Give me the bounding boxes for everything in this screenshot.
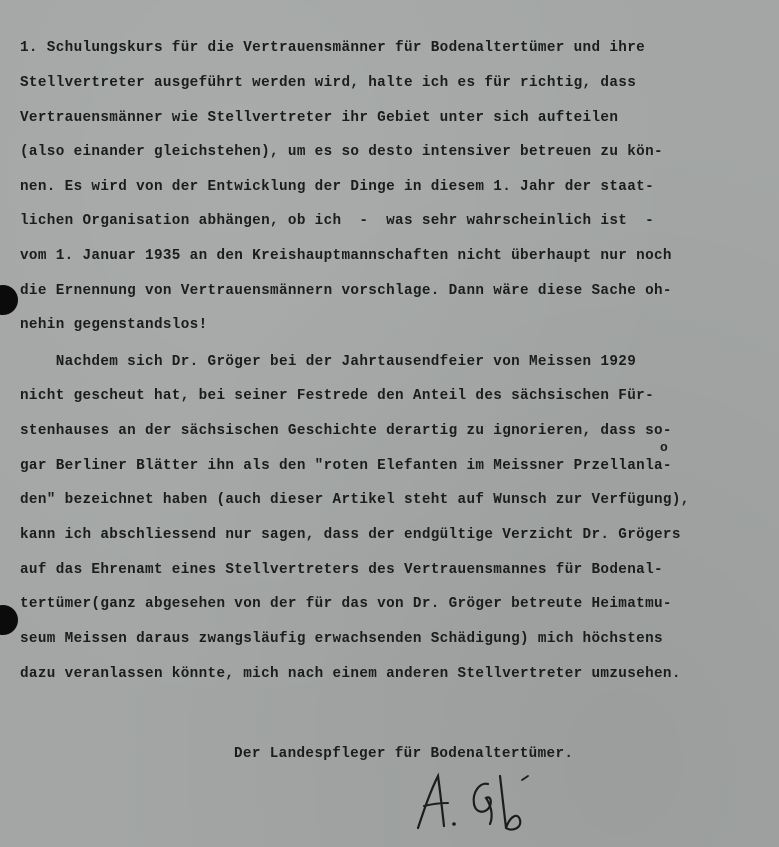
punch-hole [0, 285, 18, 315]
body-line: kann ich abschliessend nur sagen, dass der endgültige Verzicht Dr. Grögers [20, 527, 681, 543]
handwritten-correction: o [660, 440, 668, 455]
body-line: (also einander gleichstehen), um es so desto intensiver betreuen zu kön- [20, 144, 663, 160]
body-line: gar Berliner Blätter ihn als den "roten Elefanten im Meissner Przellanla- [20, 458, 672, 474]
body-line: 1. Schulungskurs für die Vertrauensmänner für Bodenaltertümer und ihre [20, 40, 646, 56]
body-line: vom 1. Januar 1935 an den Kreishauptmannschaften nicht überhaupt nur noch [20, 248, 672, 264]
body-line: den" bezeichnet haben (auch dieser Artikel steht auf Wunsch zur Verfügung), [20, 492, 690, 508]
body-line: nicht gescheut hat, bei seiner Festrede den Anteil des sächsischen Für- [20, 388, 654, 404]
body-line: seum Meissen daraus zwangsläufig erwachsenden Schädigung) mich höchstens [20, 631, 663, 647]
body-line: tertümer(ganz abgesehen von der für das von Dr. Gröger betreute Heimatmu- [20, 596, 672, 612]
body-line: auf das Ehrenamt eines Stellvertreters des Vertrauensmannes für Bodenal- [20, 562, 663, 578]
body-line: dazu veranlassen könnte, mich nach einem anderen Stellvertreter umzusehen. [20, 666, 681, 682]
punch-hole [0, 605, 18, 635]
body-line: Nachdem sich Dr. Gröger bei der Jahrtausendfeier von Meissen 1929 [20, 354, 637, 370]
handwritten-signature [410, 770, 540, 840]
body-line: nehin gegenstandslos! [20, 317, 208, 333]
closing-signature-line: Der Landespfleger für Bodenaltertümer. [234, 746, 574, 762]
body-line: die Ernennung von Vertrauensmännern vorschlage. Dann wäre diese Sache oh- [20, 283, 672, 299]
body-line: Vertrauensmänner wie Stellvertreter ihr Gebiet unter sich aufteilen [20, 110, 619, 126]
body-line: Stellvertreter ausgeführt werden wird, halte ich es für richtig, dass [20, 75, 637, 91]
body-line: nen. Es wird von der Entwicklung der Dinge in diesem 1. Jahr der staat- [20, 179, 654, 195]
body-line: stenhauses an der sächsischen Geschichte derartig zu ignorieren, dass so- [20, 423, 672, 439]
body-line: lichen Organisation abhängen, ob ich - was sehr wahrscheinlich ist - [20, 213, 654, 229]
